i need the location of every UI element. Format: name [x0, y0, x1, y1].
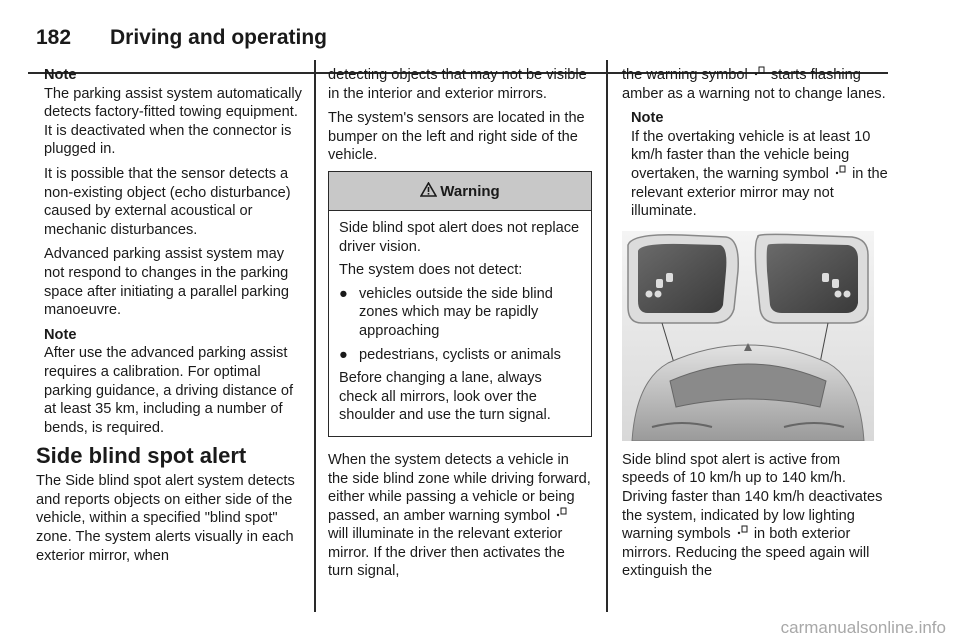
body-paragraph: The Side blind spot alert system detects and reports objects on either side of the vehicle, within a specified "blind spot" zone. The system alerts visually in each exterior mirror, when [36, 473, 295, 564]
warning-bullet: ● vehicles outside the side blind zones which may be rapidly approaching [339, 285, 553, 339]
column-1 [36, 66, 302, 571]
body-paragraph: The system's sensors are located in the bumper on the left and right side of the vehicle. [328, 110, 585, 164]
page-header [28, 26, 888, 52]
warning-box [328, 171, 592, 437]
column-3 [622, 66, 890, 587]
note-paragraph: The parking assist system automatically detects factory-fitted towing equipment. It is deactivated when the connector is plugged in. [44, 85, 302, 158]
column-divider-2 [606, 60, 608, 612]
note-title: Note [631, 110, 664, 127]
body-paragraph: When the system detects a vehicle in the side blind zone while driving forward, either while passing a vehicle or being passed, an amber warning symbol will illuminate in the relevant exterior mirror. If the driver then activates the turn signal, [328, 451, 591, 580]
column-divider-1 [314, 60, 316, 612]
watermark: carmanualsonline.info [780, 618, 946, 637]
warning-triangle-icon [420, 172, 437, 210]
blind-spot-symbol-icon [737, 525, 748, 544]
body-paragraph: the warning symbol starts flashing amber as a warning not to change lanes. [622, 67, 886, 102]
warning-paragraph: The system does not detect: [339, 262, 523, 279]
note-title: Note [44, 326, 77, 343]
section-heading: Side blind spot alert [36, 443, 247, 469]
warning-body [329, 211, 591, 436]
note-paragraph: If the overtaking vehicle is at least 10 km/h faster than the vehicle being overtaken, the warning symbol in the relevant exterior mirror may not illuminate. [631, 128, 888, 220]
warning-title: Warning [440, 182, 500, 200]
blind-spot-symbol-icon [754, 66, 765, 85]
warning-paragraph: Before changing a lane, always check all mirrors, look over the shoulder and use the turn signal. [339, 370, 551, 424]
section-title: Driving and operating [110, 26, 328, 49]
warning-header [329, 172, 591, 211]
note-paragraph: It is possible that the sensor detects a non-existing object (echo disturbance) caused by external acoustical or mechanic disturbances. [44, 165, 291, 238]
warning-paragraph: Side blind spot alert does not replace driver vision. [339, 219, 580, 255]
note-title: Note [44, 67, 77, 83]
page-number: 182 [36, 26, 72, 49]
side-mirrors-illustration [622, 231, 874, 441]
body-paragraph: detecting objects that may not be visible in the interior and exterior mirrors. [328, 67, 587, 102]
body-paragraph: Side blind spot alert is active from speeds of 10 km/h up to 140 km/h. Driving faster than 140 km/h deactivates the system, indicated by low lighting warning symbols in both exterior mirrors. Reducing the speed again will extinguish the [622, 451, 883, 580]
note-paragraph: Advanced parking assist system may not respond to changes in the parking space after initiating a parallel parking manoeuvre. [44, 246, 289, 319]
blind-spot-symbol-icon [556, 507, 567, 526]
blind-spot-symbol-icon [835, 165, 846, 184]
note-paragraph: After use the advanced parking assist requires a calibration. For optimal parking guidance, a driving distance of at least 35 km, including a number of bends, is required. [44, 345, 294, 436]
column-2 [328, 66, 592, 587]
warning-bullet: ● pedestrians, cyclists or animals [339, 346, 561, 363]
